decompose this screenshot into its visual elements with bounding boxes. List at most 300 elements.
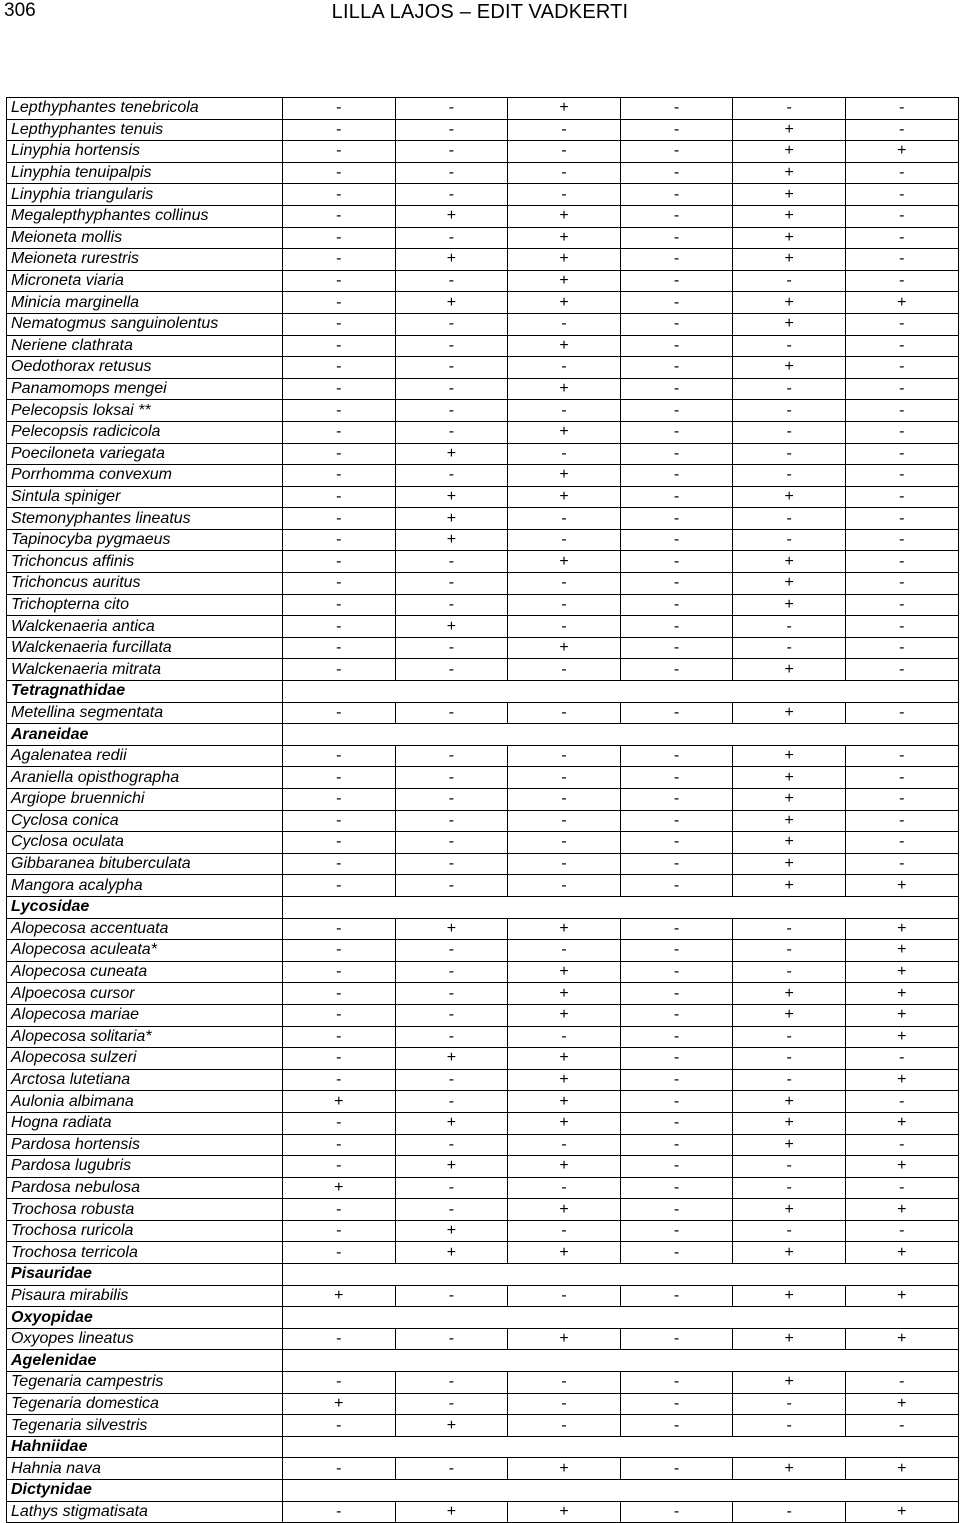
species-name: Tegenaria domestica xyxy=(7,1393,283,1415)
presence-mark: + xyxy=(508,292,621,314)
presence-mark: - xyxy=(845,637,958,659)
species-name: Linyphia triangularis xyxy=(7,184,283,206)
presence-mark: - xyxy=(508,745,621,767)
presence-mark: + xyxy=(733,249,846,271)
presence-mark: + xyxy=(733,551,846,573)
presence-mark: + xyxy=(845,141,958,163)
species-name: Alopecosa sulzeri xyxy=(7,1048,283,1070)
family-row xyxy=(7,1436,959,1458)
family-row xyxy=(7,1264,959,1286)
presence-mark: + xyxy=(508,335,621,357)
family-blank-cell xyxy=(283,1307,959,1329)
presence-mark: - xyxy=(283,1458,396,1480)
family-blank-cell xyxy=(283,681,959,703)
presence-mark: - xyxy=(733,400,846,422)
species-name: Meioneta mollis xyxy=(7,227,283,249)
presence-mark: - xyxy=(395,270,508,292)
presence-mark: + xyxy=(508,1091,621,1113)
presence-mark: + xyxy=(845,875,958,897)
presence-mark: - xyxy=(283,443,396,465)
presence-mark: - xyxy=(620,1004,733,1026)
table-row xyxy=(7,1328,959,1350)
presence-mark: - xyxy=(733,529,846,551)
presence-mark: + xyxy=(845,1156,958,1178)
table-row xyxy=(7,1199,959,1221)
table-row xyxy=(7,1026,959,1048)
species-name: Pardosa lugubris xyxy=(7,1156,283,1178)
presence-mark: - xyxy=(283,486,396,508)
presence-mark: + xyxy=(733,1091,846,1113)
presence-mark: - xyxy=(845,1048,958,1070)
presence-mark: - xyxy=(845,313,958,335)
species-name: Tapinocyba pygmaeus xyxy=(7,529,283,551)
presence-mark: + xyxy=(395,918,508,940)
presence-mark: - xyxy=(733,616,846,638)
presence-mark: + xyxy=(508,918,621,940)
species-name: Trichoncus affinis xyxy=(7,551,283,573)
table-row xyxy=(7,1372,959,1394)
presence-mark: - xyxy=(395,1393,508,1415)
table-row xyxy=(7,702,959,724)
presence-mark: + xyxy=(733,1458,846,1480)
presence-mark: - xyxy=(845,832,958,854)
presence-mark: - xyxy=(620,637,733,659)
presence-mark: + xyxy=(845,918,958,940)
presence-mark: - xyxy=(620,853,733,875)
presence-mark: - xyxy=(283,573,396,595)
species-name: Lathys stigmatisata xyxy=(7,1501,283,1523)
presence-mark: + xyxy=(395,1156,508,1178)
table-row xyxy=(7,745,959,767)
presence-mark: - xyxy=(395,119,508,141)
family-name: Pisauridae xyxy=(7,1264,283,1286)
presence-mark: + xyxy=(395,486,508,508)
table-row xyxy=(7,465,959,487)
presence-mark: - xyxy=(620,270,733,292)
presence-mark: - xyxy=(620,1048,733,1070)
presence-mark: - xyxy=(283,853,396,875)
presence-mark: - xyxy=(620,1372,733,1394)
species-name: Arctosa lutetiana xyxy=(7,1069,283,1091)
presence-mark: - xyxy=(620,594,733,616)
presence-mark: - xyxy=(508,141,621,163)
presence-mark: + xyxy=(733,875,846,897)
presence-mark: - xyxy=(395,421,508,443)
presence-mark: - xyxy=(283,1134,396,1156)
presence-mark: + xyxy=(733,594,846,616)
presence-mark: - xyxy=(395,1026,508,1048)
presence-mark: - xyxy=(845,421,958,443)
presence-mark: + xyxy=(395,1242,508,1264)
species-name: Cyclosa conica xyxy=(7,810,283,832)
family-name: Oxyopidae xyxy=(7,1307,283,1329)
presence-mark: - xyxy=(845,205,958,227)
presence-mark: - xyxy=(733,270,846,292)
presence-mark: - xyxy=(845,443,958,465)
presence-mark: - xyxy=(620,832,733,854)
presence-mark: + xyxy=(508,1112,621,1134)
presence-mark: + xyxy=(845,1328,958,1350)
species-name: Minicia marginella xyxy=(7,292,283,314)
family-name: Agelenidae xyxy=(7,1350,283,1372)
presence-mark: - xyxy=(508,659,621,681)
family-name: Tetragnathidae xyxy=(7,681,283,703)
table-row xyxy=(7,961,959,983)
species-name: Trochosa robusta xyxy=(7,1199,283,1221)
presence-mark: - xyxy=(283,1328,396,1350)
presence-mark: + xyxy=(508,421,621,443)
presence-mark: - xyxy=(283,249,396,271)
presence-mark: - xyxy=(283,961,396,983)
species-name: Pelecopsis loksai ** xyxy=(7,400,283,422)
presence-mark: - xyxy=(283,1242,396,1264)
presence-mark: - xyxy=(283,335,396,357)
family-row xyxy=(7,1350,959,1372)
presence-mark: - xyxy=(395,551,508,573)
presence-mark: - xyxy=(845,659,958,681)
presence-mark: - xyxy=(283,702,396,724)
presence-mark: + xyxy=(508,551,621,573)
table-row xyxy=(7,1004,959,1026)
species-name: Trochosa terricola xyxy=(7,1242,283,1264)
table-row xyxy=(7,832,959,854)
presence-mark: - xyxy=(845,184,958,206)
presence-mark: - xyxy=(845,1177,958,1199)
presence-mark: + xyxy=(395,1501,508,1523)
presence-mark: - xyxy=(620,141,733,163)
presence-mark: - xyxy=(620,313,733,335)
presence-mark: - xyxy=(845,1220,958,1242)
presence-mark: - xyxy=(508,853,621,875)
presence-mark: + xyxy=(508,1156,621,1178)
family-blank-cell xyxy=(283,1350,959,1372)
species-name: Agalenatea redii xyxy=(7,745,283,767)
species-name: Hogna radiata xyxy=(7,1112,283,1134)
species-name: Metellina segmentata xyxy=(7,702,283,724)
presence-mark: - xyxy=(620,400,733,422)
presence-mark: - xyxy=(620,249,733,271)
presence-mark: - xyxy=(845,249,958,271)
presence-mark: - xyxy=(508,1285,621,1307)
family-blank-cell xyxy=(283,1264,959,1286)
presence-mark: + xyxy=(733,1112,846,1134)
presence-mark: + xyxy=(845,1242,958,1264)
presence-mark: - xyxy=(620,1091,733,1113)
presence-mark: + xyxy=(508,98,621,120)
presence-mark: + xyxy=(508,1328,621,1350)
presence-mark: - xyxy=(283,810,396,832)
table-row xyxy=(7,789,959,811)
presence-mark: - xyxy=(395,961,508,983)
presence-mark: - xyxy=(283,1220,396,1242)
presence-mark: + xyxy=(508,1048,621,1070)
presence-mark: - xyxy=(395,1372,508,1394)
presence-mark: - xyxy=(395,1134,508,1156)
family-row xyxy=(7,1307,959,1329)
presence-mark: + xyxy=(733,789,846,811)
table-row xyxy=(7,1069,959,1091)
species-name: Cyclosa oculata xyxy=(7,832,283,854)
species-name: Nematogmus sanguinolentus xyxy=(7,313,283,335)
presence-mark: - xyxy=(733,1069,846,1091)
family-name: Araneidae xyxy=(7,724,283,746)
presence-mark: + xyxy=(733,832,846,854)
presence-mark: - xyxy=(620,1393,733,1415)
presence-mark: - xyxy=(395,313,508,335)
presence-mark: - xyxy=(395,400,508,422)
table-row xyxy=(7,270,959,292)
presence-mark: + xyxy=(508,1069,621,1091)
presence-mark: - xyxy=(395,1328,508,1350)
presence-mark: - xyxy=(620,508,733,530)
presence-mark: + xyxy=(395,443,508,465)
table-row xyxy=(7,853,959,875)
presence-mark: - xyxy=(620,1415,733,1437)
presence-mark: - xyxy=(283,98,396,120)
table-row xyxy=(7,594,959,616)
presence-mark: - xyxy=(283,141,396,163)
presence-mark: - xyxy=(620,465,733,487)
presence-mark: - xyxy=(620,335,733,357)
presence-mark: - xyxy=(283,119,396,141)
presence-mark: - xyxy=(620,1177,733,1199)
species-name: Tegenaria silvestris xyxy=(7,1415,283,1437)
presence-mark: - xyxy=(283,162,396,184)
presence-mark: - xyxy=(395,184,508,206)
presence-mark: - xyxy=(283,767,396,789)
presence-mark: - xyxy=(283,378,396,400)
family-blank-cell xyxy=(283,1480,959,1502)
species-name: Pelecopsis radicicola xyxy=(7,421,283,443)
presence-mark: - xyxy=(395,378,508,400)
presence-mark: - xyxy=(283,227,396,249)
table-row xyxy=(7,508,959,530)
presence-mark: - xyxy=(283,551,396,573)
presence-mark: - xyxy=(733,1415,846,1437)
presence-mark: - xyxy=(845,162,958,184)
presence-mark: - xyxy=(508,573,621,595)
table-row xyxy=(7,205,959,227)
presence-mark: - xyxy=(508,400,621,422)
species-name: Linyphia hortensis xyxy=(7,141,283,163)
presence-mark: - xyxy=(283,875,396,897)
presence-mark: - xyxy=(508,789,621,811)
presence-mark: - xyxy=(508,875,621,897)
species-name: Argiope bruennichi xyxy=(7,789,283,811)
species-name: Alopecosa aculeata* xyxy=(7,940,283,962)
presence-mark: + xyxy=(508,227,621,249)
presence-mark: - xyxy=(620,292,733,314)
presence-mark: - xyxy=(620,875,733,897)
presence-mark: - xyxy=(620,983,733,1005)
family-name: Lycosidae xyxy=(7,896,283,918)
presence-mark: - xyxy=(283,1415,396,1437)
presence-mark: - xyxy=(395,659,508,681)
species-name: Pisaura mirabilis xyxy=(7,1285,283,1307)
presence-mark: - xyxy=(508,810,621,832)
presence-mark: - xyxy=(508,767,621,789)
presence-mark: + xyxy=(395,292,508,314)
presence-mark: - xyxy=(508,1026,621,1048)
presence-mark: - xyxy=(395,767,508,789)
page-number: 306 xyxy=(4,0,36,21)
presence-mark: - xyxy=(845,270,958,292)
presence-mark: - xyxy=(283,918,396,940)
presence-mark: - xyxy=(620,357,733,379)
table-row xyxy=(7,767,959,789)
presence-mark: - xyxy=(395,465,508,487)
table-row xyxy=(7,1285,959,1307)
presence-mark: + xyxy=(508,1004,621,1026)
presence-mark: + xyxy=(508,961,621,983)
table-row xyxy=(7,659,959,681)
presence-mark: - xyxy=(508,1134,621,1156)
table-row xyxy=(7,1393,959,1415)
presence-mark: + xyxy=(508,378,621,400)
presence-mark: - xyxy=(395,594,508,616)
presence-mark: - xyxy=(620,1285,733,1307)
presence-mark: - xyxy=(845,551,958,573)
table-row xyxy=(7,249,959,271)
presence-mark: - xyxy=(395,810,508,832)
table-row xyxy=(7,875,959,897)
table-row xyxy=(7,918,959,940)
presence-mark: - xyxy=(620,702,733,724)
species-name: Porrhomma convexum xyxy=(7,465,283,487)
species-name: Araniella opisthographa xyxy=(7,767,283,789)
presence-mark: - xyxy=(845,529,958,551)
presence-mark: - xyxy=(845,119,958,141)
presence-mark: + xyxy=(733,141,846,163)
species-name: Trochosa ruricola xyxy=(7,1220,283,1242)
presence-mark: + xyxy=(733,1004,846,1026)
presence-mark: - xyxy=(733,637,846,659)
species-name: Lepthyphantes tenuis xyxy=(7,119,283,141)
presence-mark: - xyxy=(620,918,733,940)
presence-mark: + xyxy=(508,1501,621,1523)
presence-mark: - xyxy=(283,1156,396,1178)
species-name: Trichopterna cito xyxy=(7,594,283,616)
presence-mark: - xyxy=(283,529,396,551)
presence-mark: - xyxy=(845,1091,958,1113)
presence-mark: - xyxy=(620,961,733,983)
presence-mark: - xyxy=(845,400,958,422)
presence-mark: + xyxy=(845,961,958,983)
species-name: Aulonia albimana xyxy=(7,1091,283,1113)
presence-mark: - xyxy=(845,767,958,789)
presence-mark: - xyxy=(733,1220,846,1242)
presence-mark: - xyxy=(508,702,621,724)
presence-mark: - xyxy=(283,745,396,767)
table-row xyxy=(7,1134,959,1156)
presence-mark: - xyxy=(283,832,396,854)
presence-mark: - xyxy=(620,1199,733,1221)
table-row xyxy=(7,616,959,638)
species-name: Meioneta rurestris xyxy=(7,249,283,271)
presence-mark: + xyxy=(845,983,958,1005)
table-row xyxy=(7,529,959,551)
table-row xyxy=(7,162,959,184)
presence-mark: + xyxy=(733,162,846,184)
table-row xyxy=(7,1415,959,1437)
presence-mark: - xyxy=(620,1458,733,1480)
presence-mark: + xyxy=(395,529,508,551)
presence-mark: + xyxy=(845,1393,958,1415)
presence-mark: - xyxy=(733,508,846,530)
table-row xyxy=(7,421,959,443)
species-name: Walckenaeria mitrata xyxy=(7,659,283,681)
presence-mark: - xyxy=(395,983,508,1005)
species-name: Alopecosa solitaria* xyxy=(7,1026,283,1048)
presence-mark: - xyxy=(620,162,733,184)
presence-mark: + xyxy=(733,119,846,141)
table-row xyxy=(7,119,959,141)
presence-mark: - xyxy=(283,1501,396,1523)
table-row xyxy=(7,184,959,206)
presence-mark: - xyxy=(845,1372,958,1394)
presence-mark: - xyxy=(620,940,733,962)
presence-mark: - xyxy=(395,573,508,595)
species-name: Hahnia nava xyxy=(7,1458,283,1480)
presence-mark: + xyxy=(733,1242,846,1264)
presence-mark: - xyxy=(283,270,396,292)
table-row xyxy=(7,292,959,314)
presence-mark: + xyxy=(733,745,846,767)
presence-mark: - xyxy=(508,1177,621,1199)
presence-mark: - xyxy=(845,1134,958,1156)
presence-mark: - xyxy=(283,184,396,206)
presence-mark: - xyxy=(620,421,733,443)
table-row xyxy=(7,1156,959,1178)
presence-mark: - xyxy=(508,313,621,335)
table-row xyxy=(7,335,959,357)
presence-mark: - xyxy=(845,378,958,400)
presence-mark: - xyxy=(620,443,733,465)
presence-mark: - xyxy=(733,1501,846,1523)
table-row xyxy=(7,1458,959,1480)
presence-mark: - xyxy=(845,508,958,530)
presence-mark: + xyxy=(508,1242,621,1264)
presence-mark: + xyxy=(508,249,621,271)
presence-mark: - xyxy=(283,594,396,616)
presence-mark: - xyxy=(395,1199,508,1221)
presence-mark: - xyxy=(395,875,508,897)
presence-mark: - xyxy=(395,141,508,163)
presence-mark: - xyxy=(508,940,621,962)
presence-mark: - xyxy=(733,1156,846,1178)
presence-mark: - xyxy=(733,961,846,983)
presence-mark: - xyxy=(845,616,958,638)
presence-mark: - xyxy=(508,1415,621,1437)
species-name: Poeciloneta variegata xyxy=(7,443,283,465)
presence-mark: - xyxy=(283,1069,396,1091)
table-row xyxy=(7,1501,959,1523)
presence-mark: - xyxy=(283,400,396,422)
presence-mark: + xyxy=(733,573,846,595)
presence-mark: - xyxy=(508,1393,621,1415)
presence-mark: - xyxy=(620,616,733,638)
presence-mark: + xyxy=(395,508,508,530)
species-table xyxy=(6,97,959,1523)
table-row xyxy=(7,313,959,335)
presence-mark: - xyxy=(845,335,958,357)
presence-mark: - xyxy=(283,1048,396,1070)
table-row xyxy=(7,1048,959,1070)
presence-mark: - xyxy=(283,637,396,659)
presence-mark: - xyxy=(283,789,396,811)
presence-mark: - xyxy=(395,1458,508,1480)
presence-mark: + xyxy=(733,357,846,379)
